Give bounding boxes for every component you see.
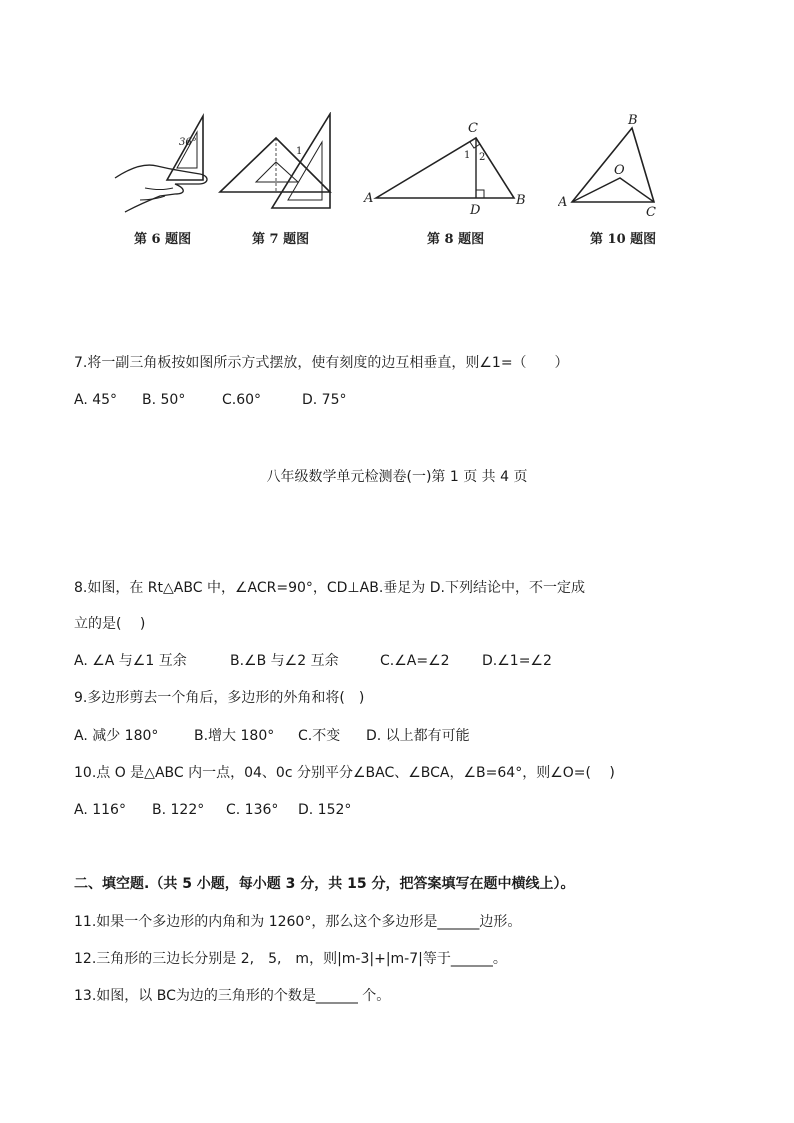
figure-6-angle-label: 36° — [179, 137, 197, 148]
option-a: A. ∠A 与∠1 互余 — [74, 653, 187, 669]
option-c: C.60° — [222, 392, 262, 408]
figure-10-label-A: A — [558, 195, 568, 210]
section-2-heading: 二、填空题.（共 5 小题，每小题 3 分，共 15 分，把答案填写在题中横线上）。 — [74, 876, 575, 892]
figure-8-label-B: B — [516, 193, 526, 208]
option-c: C.不变 — [298, 728, 341, 744]
option-d: D. 152° — [298, 802, 352, 818]
option-a: A. 减少 180° — [74, 728, 159, 744]
question-12-stem: 12.三角形的三边长分别是 2, 5, m，则|m-3|+|m-7|等于______。 — [74, 951, 507, 967]
page-footer: 八年级数学单元检测卷(一)第 1 页 共 4 页 — [266, 469, 528, 485]
question-11-stem: 11.如果一个多边形的内角和为 1260°，那么这个多边形是______边形。 — [74, 914, 522, 930]
figure-10-drawing — [558, 112, 668, 220]
option-b: B. 50° — [142, 392, 186, 408]
figure-8 — [362, 118, 532, 218]
option-b: B. 122° — [152, 802, 205, 818]
option-a: A. 45° — [74, 392, 118, 408]
option-b: B.∠B 与∠2 互余 — [230, 653, 339, 669]
figure-6-drawing — [105, 108, 220, 218]
figure-8-label-D: D — [470, 203, 481, 218]
question-8-stem-line2: 立的是( ) — [74, 616, 146, 632]
figure-8-label-1: 1 — [464, 150, 471, 161]
figure-8-label-C: C — [468, 121, 478, 136]
figure-6 — [105, 108, 220, 218]
question-8-stem-line1: 8.如图，在 Rt△ABC 中，∠ACR=90°，CD⊥AB.垂足为 D.下列结论中，不一定成 — [74, 580, 585, 596]
question-7-options — [74, 391, 474, 409]
option-c: C.∠A=∠2 — [380, 653, 450, 669]
figure-10-label-C: C — [646, 205, 656, 220]
figure-7-drawing — [218, 112, 336, 220]
figure-8-label-2: 2 — [479, 152, 486, 163]
figure-6-caption: 第 6 题图 — [134, 232, 192, 247]
question-13-stem: 13.如图，以 BC为边的三角形的个数是______ 个。 — [74, 988, 391, 1004]
figure-8-label-A: A — [364, 191, 374, 206]
figures-row — [100, 108, 680, 253]
option-c: C. 136° — [226, 802, 279, 818]
question-9-stem: 9.多边形剪去一个角后，多边形的外角和将( ) — [74, 690, 365, 706]
figure-8-drawing — [362, 118, 532, 218]
figure-7-caption: 第 7 题图 — [252, 232, 310, 247]
option-d: D. 75° — [302, 392, 347, 408]
figure-7 — [218, 112, 336, 220]
option-d: D.∠1=∠2 — [482, 653, 552, 669]
question-10-options — [74, 801, 474, 819]
option-b: B.增大 180° — [194, 728, 275, 744]
figure-10-label-O: O — [614, 163, 625, 178]
question-8-options — [74, 652, 594, 670]
figure-10-caption: 第 10 题图 — [590, 232, 657, 247]
question-9-options — [74, 727, 594, 745]
question-10-stem: 10.点 O 是△ABC 内一点，04、0c 分别平分∠BAC、∠BCA，∠B=64°，则∠O=( ) — [74, 765, 615, 781]
option-a: A. 116° — [74, 802, 126, 818]
question-7-stem: 7.将一副三角板按如图所示方式摆放，使有刻度的边互相垂直，则∠1=（ ） — [74, 355, 569, 371]
figure-7-angle-label: 1 — [296, 146, 303, 157]
figure-8-caption: 第 8 题图 — [427, 232, 485, 247]
figure-10-label-B: B — [628, 113, 638, 128]
option-d: D. 以上都有可能 — [366, 728, 470, 744]
figure-10 — [558, 112, 668, 220]
